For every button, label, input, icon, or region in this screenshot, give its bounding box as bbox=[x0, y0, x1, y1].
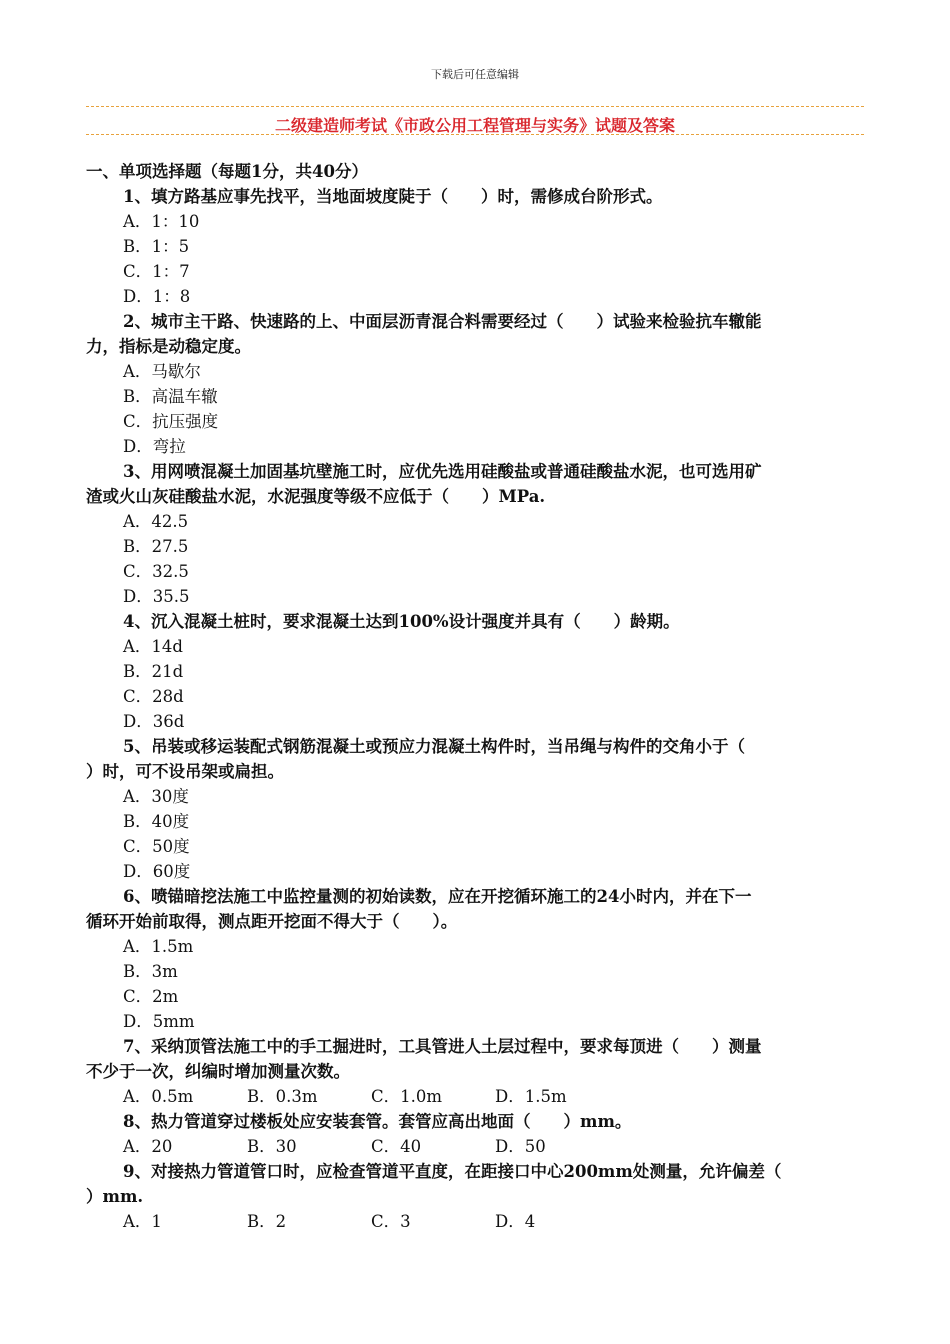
question-7-options bbox=[86, 1084, 866, 1109]
question-8-options bbox=[86, 1134, 866, 1159]
question-3-option-c: C．32.5 bbox=[123, 562, 189, 581]
question-9-options bbox=[86, 1209, 866, 1234]
question-2-stem-continued: 力，指标是动稳定度。 bbox=[86, 337, 251, 356]
question-2-option-b: B．高温车辙 bbox=[123, 387, 218, 406]
question-6-stem: 6、喷锚暗挖法施工中监控量测的初始读数，应在开挖循环施工的24小时内，并在下一 bbox=[123, 887, 752, 906]
question-1-stem: 1、填方路基应事先找平，当地面坡度陡于（ ）时，需修成台阶形式。 bbox=[123, 187, 663, 206]
question-7-option-b: B．0.3m bbox=[247, 1087, 318, 1106]
question-5-stem: 5、吊装或移运装配式钢筋混凝土或预应力混凝土构件时，当吊绳与构件的交角小于（ bbox=[123, 737, 745, 756]
question-6-option-c: C．2m bbox=[123, 987, 179, 1006]
question-6-option-d: D．5mm bbox=[123, 1012, 195, 1031]
question-5-option-b: B．40度 bbox=[123, 812, 190, 831]
question-2-option-d: D．弯拉 bbox=[123, 437, 186, 456]
question-1-option-c: C．1：7 bbox=[123, 262, 190, 281]
question-5-option-a: A．30度 bbox=[123, 787, 189, 806]
question-1-option-a: A．1：10 bbox=[123, 212, 200, 231]
question-7-stem: 7、采纳顶管法施工中的手工掘进时，工具管进人土层过程中，要求每顶进（ ）测量 bbox=[123, 1037, 762, 1056]
question-3-stem: 3、用网喷混凝土加固基坑壁施工时，应优先选用硅酸盐或普通硅酸盐水泥，也可选用矿 bbox=[123, 462, 762, 481]
top-dashed-divider bbox=[86, 106, 864, 107]
question-4-stem: 4、沉入混凝土桩时，要求混凝土达到100%设计强度并具有（ ）龄期。 bbox=[123, 612, 680, 631]
question-9-stem: 9、对接热力管道管口时，应检查管道平直度，在距接口中心200mm处测量，允许偏差（ bbox=[123, 1162, 782, 1181]
question-3-option-d: D．35.5 bbox=[123, 587, 190, 606]
question-8-option-d: D．50 bbox=[495, 1137, 546, 1156]
question-2-stem: 2、城市主干路、快速路的上、中面层沥青混合料需要经过（ ）试验来检验抗车辙能 bbox=[123, 312, 762, 331]
question-8-option-c: C．40 bbox=[371, 1137, 422, 1156]
question-7-option-a: A．0.5m bbox=[123, 1087, 194, 1106]
question-6-option-a: A．1.5m bbox=[123, 937, 194, 956]
question-1-option-b: B．1：5 bbox=[123, 237, 190, 256]
question-9-stem-continued: ）mm. bbox=[86, 1187, 144, 1206]
header-note: 下载后可任意编辑 bbox=[431, 68, 519, 81]
question-9-option-c: C．3 bbox=[371, 1212, 411, 1231]
bottom-dashed-divider bbox=[86, 134, 864, 135]
question-2-option-a: A．马歇尔 bbox=[123, 362, 201, 381]
question-9-option-b: B．2 bbox=[247, 1212, 287, 1231]
question-5-stem-continued: ）时，可不设吊架或扁担。 bbox=[86, 762, 284, 781]
question-7-option-c: C．1.0m bbox=[371, 1087, 443, 1106]
question-4-option-d: D．36d bbox=[123, 712, 185, 731]
question-1-option-d: D．1：8 bbox=[123, 287, 191, 306]
question-7-option-d: D．1.5m bbox=[495, 1087, 567, 1106]
question-5-option-d: D．60度 bbox=[123, 862, 191, 881]
question-3-stem-continued: 渣或火山灰硅酸盐水泥，水泥强度等级不应低于（ ）MPa. bbox=[86, 487, 546, 506]
question-2-option-c: C．抗压强度 bbox=[123, 412, 219, 431]
question-list bbox=[86, 159, 866, 1234]
question-6-option-b: B．3m bbox=[123, 962, 178, 981]
question-8-option-a: A．20 bbox=[123, 1137, 173, 1156]
question-9-option-a: A．1 bbox=[123, 1212, 162, 1231]
question-3-option-a: A．42.5 bbox=[123, 512, 189, 531]
section-heading: 一、单项选择题（每题1分，共40分） bbox=[86, 162, 368, 181]
question-4-option-b: B．21d bbox=[123, 662, 184, 681]
question-5-option-c: C．50度 bbox=[123, 837, 190, 856]
question-3-option-b: B．27.5 bbox=[123, 537, 189, 556]
question-8-option-b: B．30 bbox=[247, 1137, 297, 1156]
question-4-option-c: C．28d bbox=[123, 687, 184, 706]
question-4-option-a: A．14d bbox=[123, 637, 183, 656]
document-title: 二级建造师考试《市政公用工程管理与实务》试题及答案 bbox=[274, 116, 675, 135]
question-9-option-d: D．4 bbox=[495, 1212, 536, 1231]
question-8-stem: 8、热力管道穿过楼板处应安装套管。套管应高出地面（ ）mm。 bbox=[123, 1112, 632, 1131]
question-6-stem-continued: 循环开始前取得，测点距开挖面不得大于（ ）。 bbox=[86, 912, 458, 931]
question-7-stem-continued: 不少于一次，纠编时增加测量次数。 bbox=[86, 1062, 350, 1081]
